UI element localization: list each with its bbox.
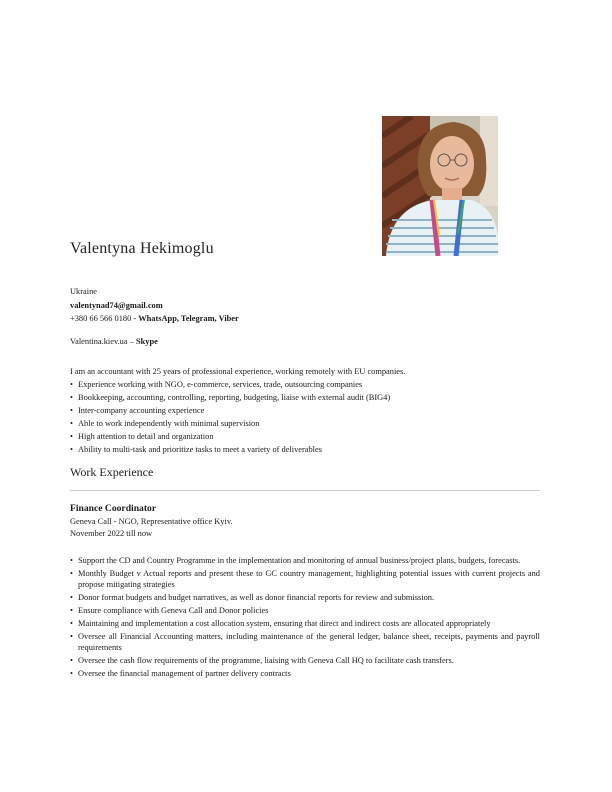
section-divider	[70, 490, 540, 491]
list-item: • Oversee all Financial Accounting matters, including maintenance of the general ledger, balance sheet, receipts, payments and payroll requirements	[70, 631, 540, 653]
job-header	[70, 503, 540, 541]
email-link[interactable]: valentynad74@gmail.com	[70, 300, 163, 310]
phone-number: +380 66 566 0180 -	[70, 314, 137, 323]
job-duties	[70, 555, 540, 681]
list-item: • Ability to multi-task and prioritize tasks to meet a variety of deliverables	[70, 443, 540, 456]
skype-line	[70, 337, 158, 346]
list-item: • Able to work independently with minimal supervision	[70, 417, 540, 430]
list-item: • Inter-company accounting experience	[70, 404, 540, 417]
list-item: • Maintaining and implementation a cost allocation system, ensuring that direct and indirect costs are allocated appropriately	[70, 618, 540, 629]
summary-list	[70, 378, 540, 456]
duties-list	[70, 555, 540, 680]
job-title: Finance Coordinator	[70, 503, 157, 514]
summary-intro: I am an accountant with 25 years of professional experience, working remotely with EU companies.	[70, 367, 406, 376]
job-period: November 2022 till now	[70, 529, 153, 538]
list-item: • Ensure compliance with Geneva Call and Donor policies	[70, 605, 540, 616]
list-item: • Bookkeeping, accounting, controlling, reporting, budgeting, liaise with external audit (BIG4)	[70, 391, 540, 404]
contact-block	[70, 285, 239, 326]
list-item: • Oversee the financial management of partner delivery contracts	[70, 668, 540, 679]
country: Ukraine	[70, 287, 97, 296]
summary	[70, 365, 540, 456]
candidate-name: Valentyna Hekimoglu	[70, 240, 214, 257]
profile-photo	[382, 116, 498, 256]
job-employer: Geneva Call - NGO, Representative office Kyiv.	[70, 516, 233, 526]
list-item: • Support the CD and Country Programme in the implementation and monitoring of annual business/project plans, budgets, forecasts.	[70, 555, 540, 566]
list-item: • Oversee the cash flow requirements of the programme, liaising with Geneva Call HQ to facilitate cash transfers.	[70, 655, 540, 666]
list-item: • Donor format budgets and budget narratives, as well as donor financial reports for review and submission.	[70, 592, 540, 603]
list-item: • Experience working with NGO, e-commerce, services, trade, outsourcing companies	[70, 378, 540, 391]
list-item: • Monthly Budget v Actual reports and present these to GC country management, highlighting potential issues with current projects and propose mitigating strategies	[70, 568, 540, 590]
list-item: • High attention to detail and organization	[70, 430, 540, 443]
messengers: WhatsApp, Telegram, Viber	[138, 314, 239, 323]
skype-id: Valentina.kiev.ua –	[70, 337, 134, 346]
skype-label: Skype	[135, 337, 158, 346]
section-heading-work-experience: Work Experience	[70, 465, 154, 479]
